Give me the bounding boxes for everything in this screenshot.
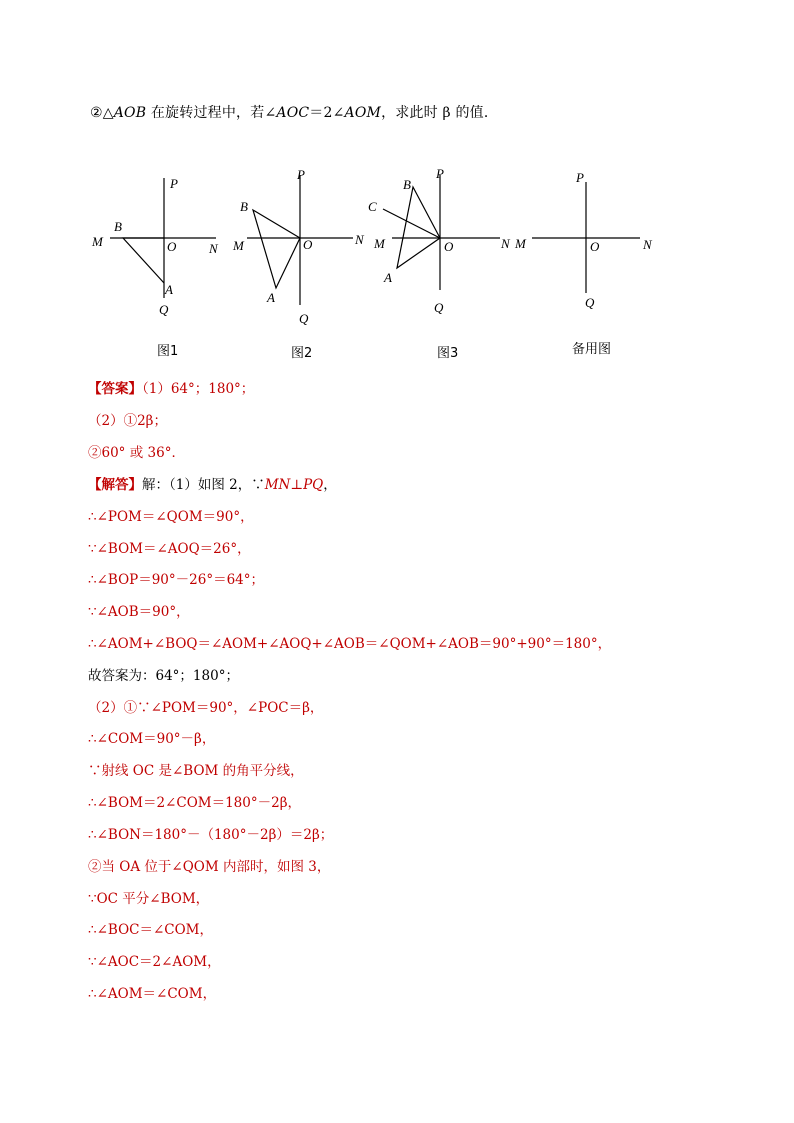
figure-2 xyxy=(247,175,353,305)
fig2-label-a: A xyxy=(267,290,275,305)
solution-line: ∴∠BON＝180°－（180°－2β）＝2β； xyxy=(88,827,334,843)
figure-1 xyxy=(110,178,216,298)
spare-label-m: M xyxy=(515,236,526,251)
solution-line: （2）①∵∠POM＝90°，∠POC＝β， xyxy=(88,700,324,716)
solution-line: ∴∠COM＝90°－β， xyxy=(88,731,216,747)
solution-line: ∵∠AOB＝90°， xyxy=(88,604,190,620)
solution-line: ∴∠BOP＝90°－26°＝64°； xyxy=(88,572,265,588)
spare-label-o: O xyxy=(590,239,600,254)
fig1-label-m: M xyxy=(92,234,103,249)
caption-spare: 备用图 xyxy=(572,342,612,357)
fig3-label-n: N xyxy=(501,236,510,251)
fig3-label-a: A xyxy=(384,270,392,285)
fig3-label-b: B xyxy=(403,177,411,192)
solution-line: ②当 OA 位于∠QOM 内部时，如图 3， xyxy=(88,859,331,875)
fig2-label-m: M xyxy=(233,238,244,253)
fig1-label-b: B xyxy=(114,219,122,234)
spare-label-n: N xyxy=(643,237,652,252)
solution-line: ∵OC 平分∠BOM， xyxy=(88,891,210,907)
solution-heading: 【解答】解：（1）如图 2，∵MN⊥PQ， xyxy=(88,477,337,493)
solution-line: ∴∠POM＝∠QOM＝90°， xyxy=(88,509,254,525)
figure-spare xyxy=(532,182,640,293)
answer-line-2: （2）①2β； xyxy=(88,413,167,429)
spare-label-q: Q xyxy=(585,295,595,310)
spare-label-p: P xyxy=(576,170,584,185)
figures-svg xyxy=(0,160,794,370)
fig3-label-c: C xyxy=(368,199,377,214)
fig3-label-q: Q xyxy=(434,300,444,315)
solution-line: ∴∠BOC＝∠COM， xyxy=(88,922,214,938)
solution-line: ∴∠BOM＝2∠COM＝180°－2β， xyxy=(88,795,301,811)
solution-line: ∵∠BOM＝∠AOQ＝26°， xyxy=(88,541,251,557)
fig1-triangle xyxy=(123,238,164,283)
fig2-label-q: Q xyxy=(299,311,309,326)
fig3-ray-oc xyxy=(383,209,440,238)
fig3-label-p: P xyxy=(436,166,444,181)
answer-line-1: 【答案】（1）64°；180°； xyxy=(88,381,255,397)
fig1-label-q: Q xyxy=(159,302,169,317)
fig2-label-b: B xyxy=(240,199,248,214)
fig2-label-o: O xyxy=(303,237,313,252)
solution-line: ∴∠AOM＝∠COM， xyxy=(88,986,217,1002)
fig1-label-n: N xyxy=(209,241,218,256)
fig3-label-o: O xyxy=(444,239,454,254)
caption-fig1: 图1 xyxy=(157,344,179,359)
fig3-label-m: M xyxy=(374,236,385,251)
figure-3 xyxy=(383,175,500,290)
fig2-label-p: P xyxy=(297,167,305,182)
solution-line: ∵射线 OC 是∠BOM 的角平分线， xyxy=(88,763,304,779)
fig1-label-o: O xyxy=(167,239,177,254)
fig1-label-a: A xyxy=(165,282,173,297)
solution-line: ∵∠AOC＝2∠AOM， xyxy=(88,954,221,970)
figures-row xyxy=(0,160,794,370)
fig2-triangle xyxy=(253,210,300,288)
question-line: ②△AOB 在旋转过程中，若∠AOC＝2∠AOM，求此时 β 的值． xyxy=(90,105,499,121)
solution-line: 故答案为：64°；180°； xyxy=(88,668,239,684)
fig2-label-n: N xyxy=(355,232,364,247)
answer-line-3: ②60° 或 36°． xyxy=(88,445,185,461)
caption-fig3: 图3 xyxy=(437,346,459,361)
fig1-label-p: P xyxy=(170,176,178,191)
solution-line: ∴∠AOM+∠BOQ＝∠AOM+∠AOQ+∠AOB＝∠QOM+∠AOB＝90°+90°＝180°， xyxy=(88,636,612,652)
caption-fig2: 图2 xyxy=(291,346,313,361)
